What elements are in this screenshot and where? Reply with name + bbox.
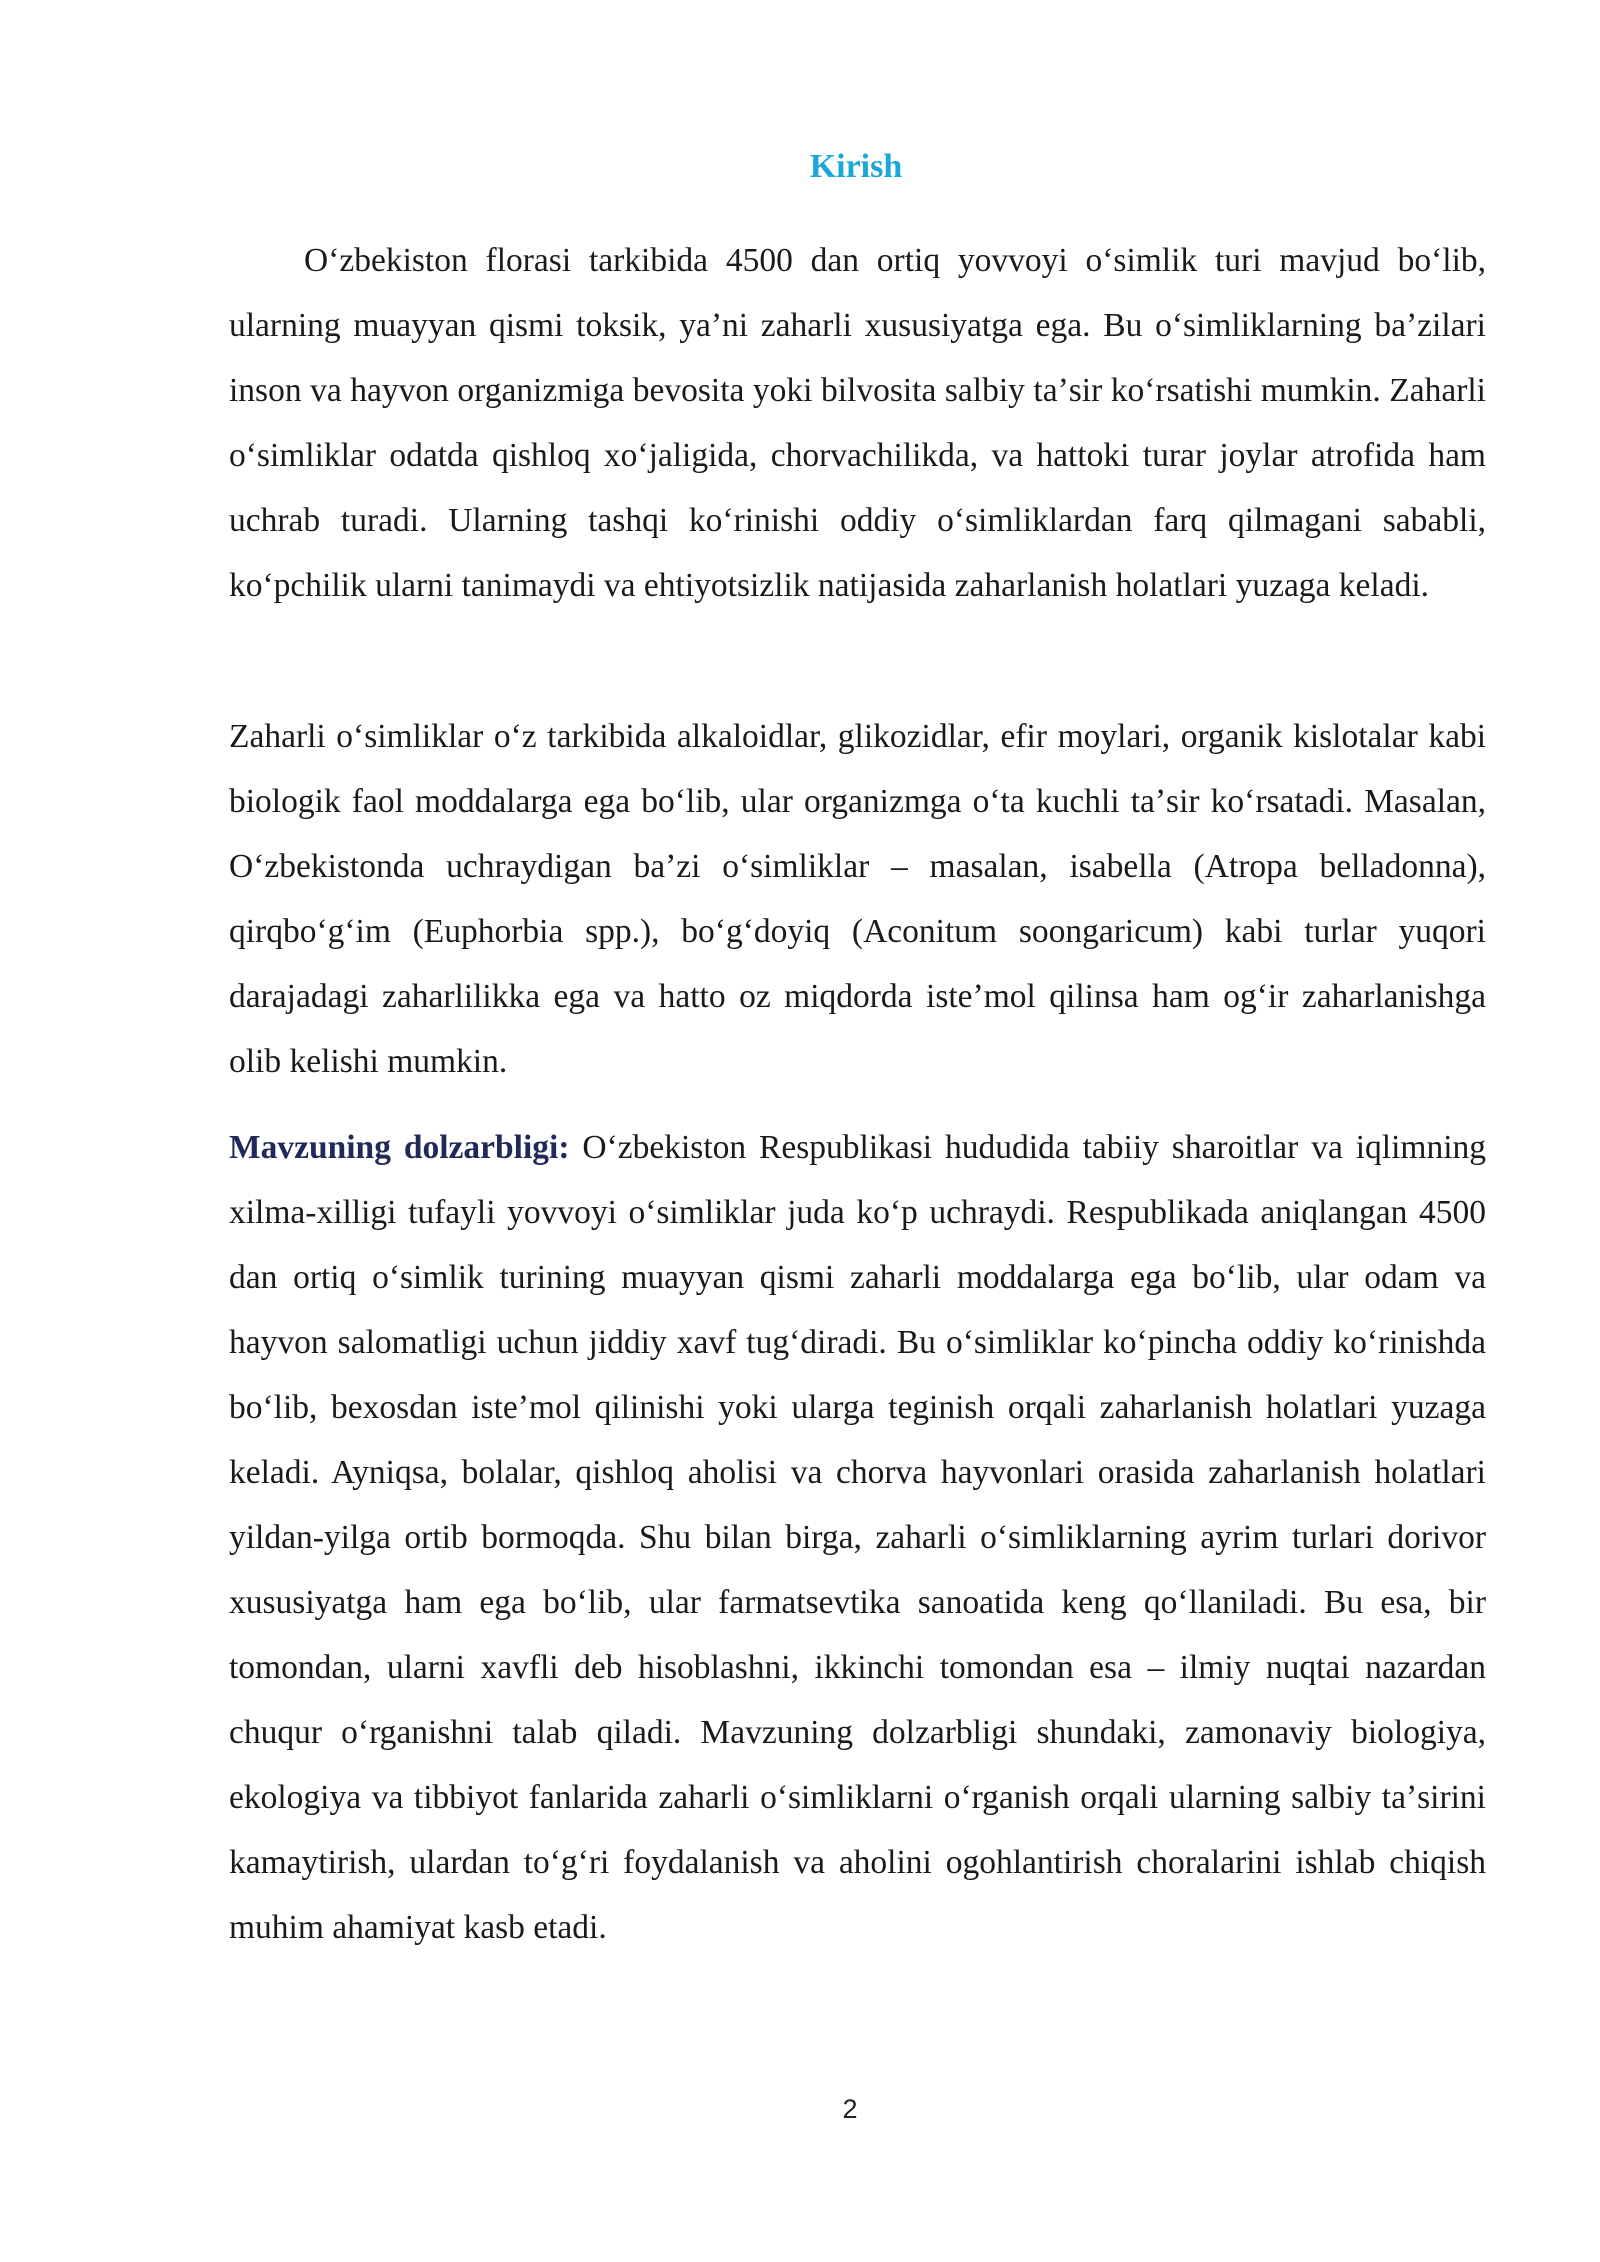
page-number: 2	[842, 2094, 858, 2124]
intro-paragraph-2: Zaharli oʻsimliklar oʻz tarkibida alkaloidlar, glikozidlar, efir moylari, organik kislotalar kabi biologik faol moddalarga ega boʻlib, ular organizmga oʻta kuchli taʼsir koʻrsatadi. Masalan, Oʻzbekistonda uchraydigan baʼzi oʻsimliklar – masalan, isabella (Atropa belladonna), qirqboʻgʻim (Euphorbia spp.), boʻgʻdoyiq (Aconitum soongaricum) kabi turlar yuqori darajadagi zaharlilikka ega va hatto oz miqdorda isteʼmol qilinsa ham ogʻir zaharlanishga olib kelishi mumkin.	[229, 718, 1486, 1080]
relevance-text: Oʻzbekiston Respublikasi hududida tabiiy sharoitlar va iqlimning xilma-xilligi tufayli yovvoyi oʻsimliklar juda koʻp uchraydi. Respublikada aniqlangan 4500 dan ortiq oʻsimlik turining muayyan qismi zaharli moddalarga ega boʻlib, ular odam va hayvon salomatligi uchun jiddiy xavf tugʻdiradi. Bu oʻsimliklar koʻpincha oddiy koʻrinishda boʻlib, bexosdan isteʼmol qilinishi yoki ularga teginish orqali zaharlanish holatlari yuzaga keladi. Ayniqsa, bolalar, qishloq aholisi va chorva hayvonlari orasida zaharlanish holatlari yildan-yilga ortib bormoqda. Shu bilan birga, zaharli oʻsimliklarning ayrim turlari dorivor xususiyatga ham ega boʻlib, ular farmatsevtika sanoatida keng qoʻllaniladi. Bu esa, bir tomondan, ularni xavfli deb hisoblashni, ikkinchi tomondan esa – ilmiy nuqtai nazardan chuqur oʻrganishni talab qiladi. Mavzuning dolzarbligi shundaki, zamonaviy biologiya, ekologiya va tibbiyot fanlarida zaharli oʻsimliklarni oʻrganish orqali ularning salbiy taʼsirini kamaytirish, ulardan toʻgʻri foydalanish va aholini ogohlantirish choralarini ishlab chiqish muhim ahamiyat kasb etadi.	[229, 1129, 1486, 1946]
relevance-paragraph	[229, 1115, 1486, 1960]
section-title: Kirish	[809, 148, 903, 185]
relevance-label: Mavzuning dolzarbligi:	[229, 1129, 570, 1166]
intro-paragraph-1: Oʻzbekiston florasi tarkibida 4500 dan ortiq yovvoyi oʻsimlik turi mavjud boʻlib, ularning muayyan qismi toksik, yaʼni zaharli xususiyatga ega. Bu oʻsimliklarning baʼzilari inson va hayvon organizmiga bevosita yoki bilvosita salbiy taʼsir koʻrsatishi mumkin. Zaharli oʻsimliklar odatda qishloq xoʻjaligida, chorvachilikda, va hattoki turar joylar atrofida ham uchrab turadi. Ularning tashqi koʻrinishi oddiy oʻsimliklardan farq qilmagani sababli, koʻpchilik ularni tanimaydi va ehtiyotsizlik natijasida zaharlanish holatlari yuzaga keladi.	[229, 242, 1486, 604]
